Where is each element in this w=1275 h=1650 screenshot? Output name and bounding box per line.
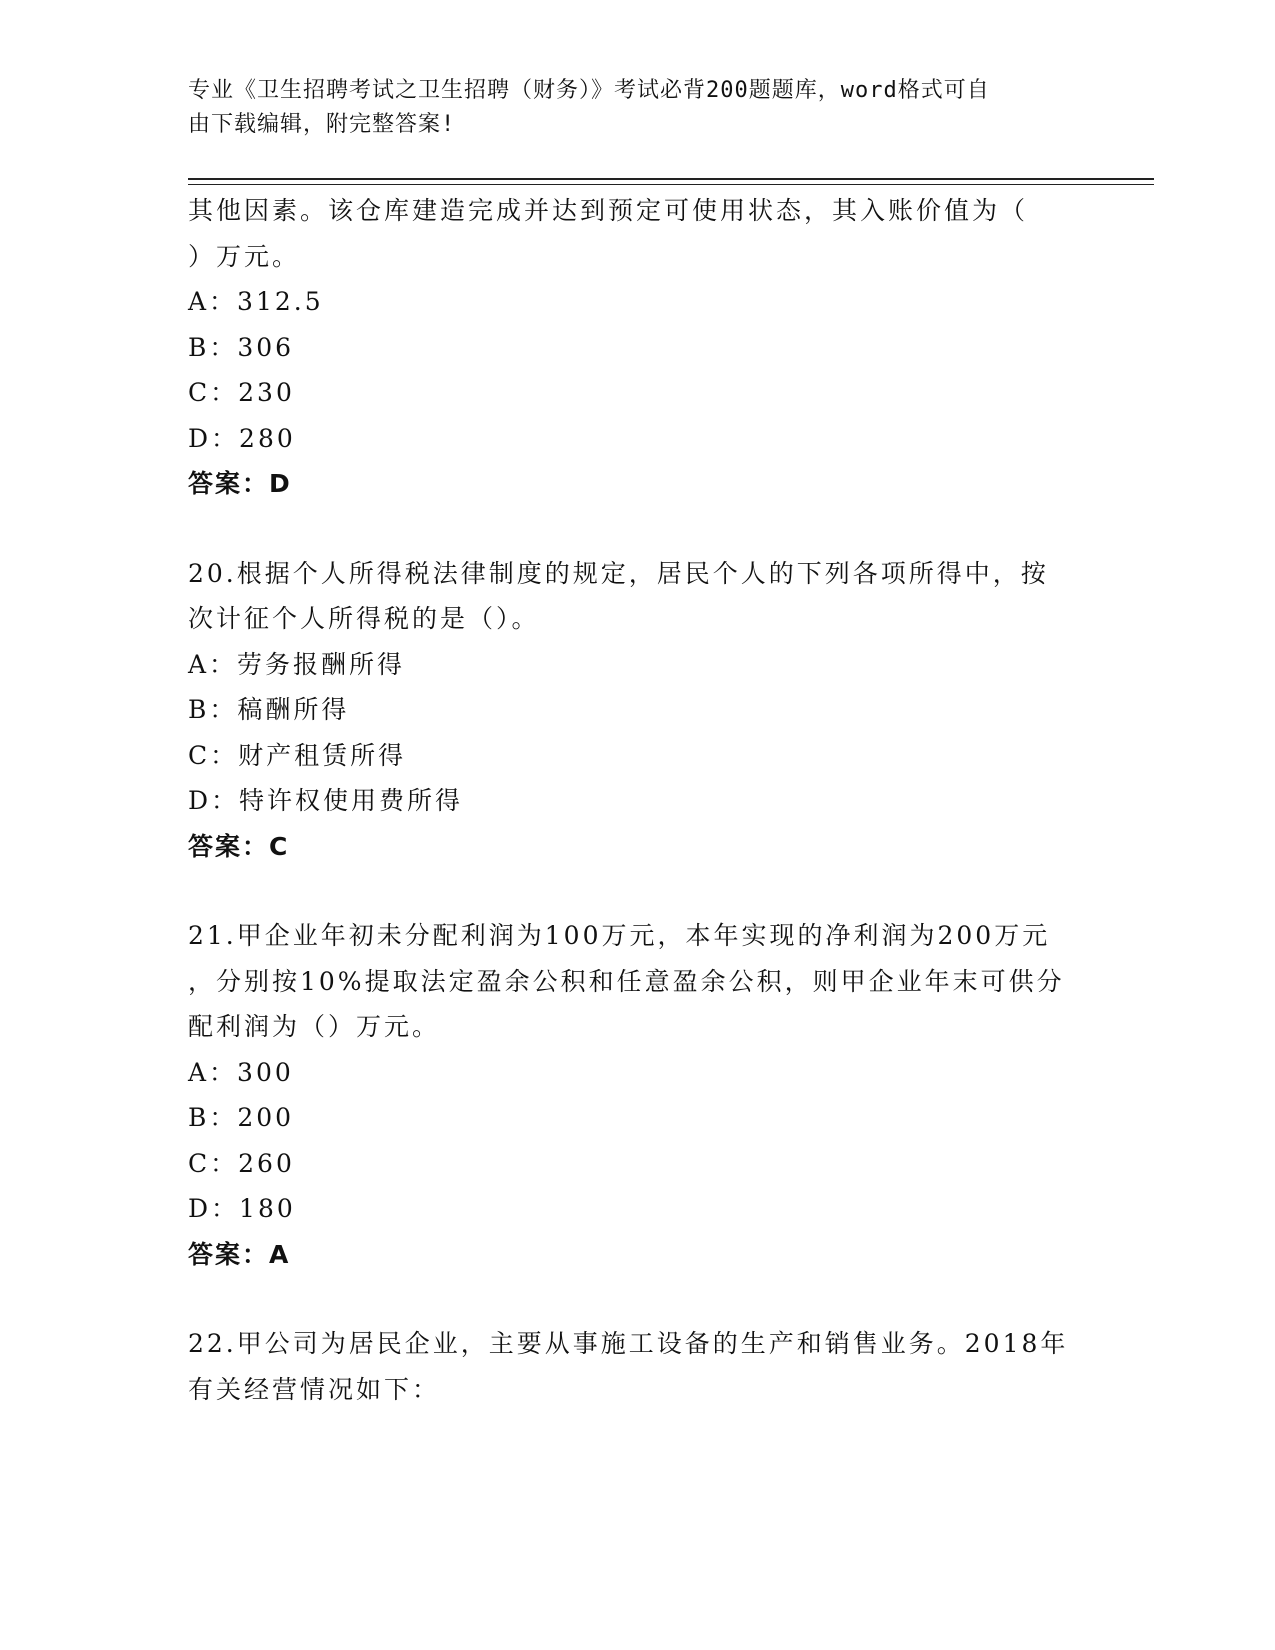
option-b: B：306 bbox=[188, 332, 295, 362]
question-spacer bbox=[188, 507, 1088, 551]
question-20 bbox=[188, 551, 1088, 870]
question-stem-line: 次计征个人所得税的是（）。 bbox=[188, 604, 540, 633]
option-a: A：劳务报酬所得 bbox=[188, 649, 406, 679]
page-header bbox=[188, 74, 1088, 142]
question-stem-line: 有关经营情况如下： bbox=[188, 1374, 441, 1404]
option-c: C：财产租赁所得 bbox=[188, 740, 407, 770]
question-21 bbox=[188, 913, 1088, 1277]
option-b: B：稿酬所得 bbox=[188, 695, 350, 724]
header-divider-thick bbox=[188, 178, 1154, 180]
answer-line: 答案：C bbox=[188, 831, 290, 861]
question-stem-line: ，分别按10%提取法定盈余公积和任意盈余公积，则甲企业年末可供分 bbox=[188, 966, 1065, 996]
question-stem-line: 22.甲公司为居民企业，主要从事施工设备的生产和销售业务。2018年 bbox=[188, 1329, 1069, 1358]
option-d: D：180 bbox=[188, 1194, 296, 1223]
question-spacer bbox=[188, 1277, 1088, 1321]
question-stem-line: 20.根据个人所得税法律制度的规定，居民个人的下列各项所得中，按 bbox=[188, 558, 1049, 588]
question-stem-line: 配利润为（）万元。 bbox=[188, 1012, 441, 1041]
question-spacer bbox=[188, 869, 1088, 913]
header-line-1: 专业《卫生招聘考试之卫生招聘（财务）》考试必背200题题库，word格式可自 bbox=[188, 78, 990, 103]
answer-line: 答案：D bbox=[188, 469, 292, 498]
option-a: A：312.5 bbox=[188, 287, 324, 316]
header-line-2: 由下载编辑，附完整答案! bbox=[188, 112, 456, 137]
option-c: C：260 bbox=[188, 1148, 295, 1178]
question-19 bbox=[188, 188, 1088, 507]
document-body bbox=[188, 188, 1088, 1412]
option-c: C：230 bbox=[188, 378, 295, 407]
answer-line: 答案：A bbox=[188, 1239, 291, 1269]
option-d: D：280 bbox=[188, 423, 296, 453]
option-a: A：300 bbox=[188, 1057, 294, 1087]
option-b: B：200 bbox=[188, 1103, 295, 1132]
option-d: D：特许权使用费所得 bbox=[188, 786, 464, 815]
question-stem-line: 21.甲企业年初未分配利润为100万元，本年实现的净利润为200万元 bbox=[188, 921, 1051, 950]
question-22 bbox=[188, 1321, 1088, 1412]
question-stem-line: 其他因素。该仓库建造完成并达到预定可使用状态，其入账价值为（ bbox=[188, 196, 1029, 225]
question-stem-line: ）万元。 bbox=[188, 241, 301, 271]
header-divider-thin bbox=[188, 184, 1154, 185]
